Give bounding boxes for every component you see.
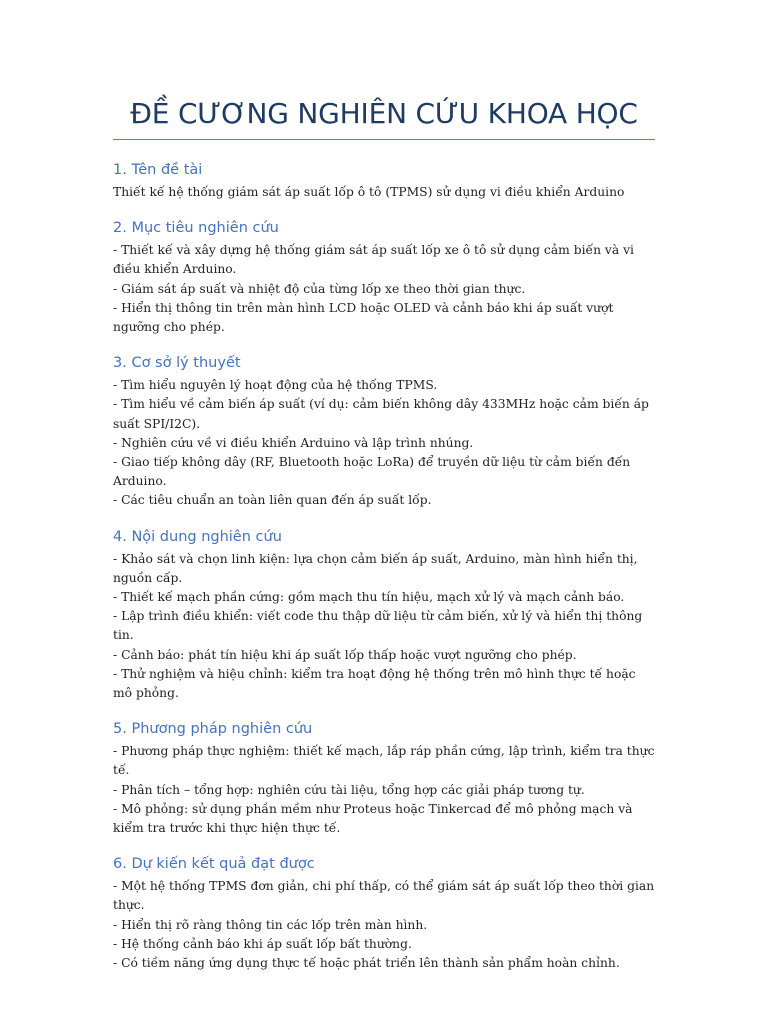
document-title: ĐỀ CƯƠNG NGHIÊN CỨU KHOA HỌC <box>130 97 638 130</box>
list-item: - Nghiên cứu về vi điều khiển Arduino và lập trình nhúng. <box>113 435 474 450</box>
list-item: - Lập trình điều khiển: viết code thu thập dữ liệu từ cảm biến, xử lý và hiển thị thông tin. <box>113 609 647 643</box>
list-item: - Thiết kế và xây dựng hệ thống giám sát áp suất lốp xe ô tô sử dụng cảm biến và vi điều khiển Arduino. <box>113 243 638 277</box>
section-methods <box>113 716 659 838</box>
document-page <box>113 92 659 973</box>
section-heading: 5. Phương pháp nghiên cứu <box>113 721 313 738</box>
list-item: - Hiển thị thông tin trên màn hình LCD hoặc OLED và cảnh báo khi áp suất vượt ngưỡng cho phép. <box>113 300 618 335</box>
section-heading: 4. Nội dung nghiên cứu <box>113 528 282 545</box>
list-item: - Giao tiếp không dây (RF, Bluetooth hoặc LoRa) để truyền dữ liệu từ cảm biến đến Arduino. <box>113 455 635 489</box>
section-heading: 2. Mục tiêu nghiên cứu <box>113 220 279 237</box>
section-theory <box>113 350 655 510</box>
list-item: - Thử nghiệm và hiệu chỉnh: kiểm tra hoạt động hệ thống trên mô hình thực tế hoặc mô phỏng. <box>113 666 640 701</box>
section-heading: 6. Dự kiến kết quả đạt được <box>113 856 315 873</box>
list-item: - Thiết kế mạch phần cứng: gồm mạch thu tín hiệu, mạch xử lý và mạch cảnh báo. <box>113 590 625 605</box>
section-heading: 1. Tên đề tài <box>113 162 203 178</box>
list-item: - Một hệ thống TPMS đơn giản, chi phí thấp, có thể giám sát áp suất lốp theo thời gian thực. <box>113 879 659 913</box>
list-item: - Phân tích – tổng hợp: nghiên cứu tài liệu, tổng hợp các giải pháp tương tự. <box>113 782 585 797</box>
list-item: - Giám sát áp suất và nhiệt độ của từng lốp xe theo thời gian thực. <box>113 281 526 296</box>
list-item: - Khảo sát và chọn linh kiện: lựa chọn cảm biến áp suất, Arduino, màn hình hiển thị, nguồn cấp. <box>113 551 642 585</box>
section-expected-results <box>113 851 659 973</box>
list-item: - Có tiềm năng ứng dụng thực tế hoặc phát triển lên thành sản phẩm hoàn chỉnh. <box>113 956 620 971</box>
list-item: - Tìm hiểu nguyên lý hoạt động của hệ thống TPMS. <box>113 378 438 393</box>
list-item: - Các tiêu chuẩn an toàn liên quan đến áp suất lốp. <box>113 493 432 508</box>
section-heading: 3. Cơ sở lý thuyết <box>113 355 241 372</box>
section-objectives <box>113 215 655 337</box>
title-divider <box>113 139 655 140</box>
section-text: Thiết kế hệ thống giám sát áp suất lốp ô tô (TPMS) sử dụng vi điều khiển Arduino <box>113 185 625 199</box>
section-content <box>113 524 655 704</box>
list-item: - Tìm hiểu về cảm biến áp suất (ví dụ: cảm biến không dây 433MHz hoặc cảm biến áp suất SPI/I2C). <box>113 397 653 431</box>
list-item: - Phương pháp thực nghiệm: thiết kế mạch, lắp ráp phần cứng, lập trình, kiểm tra thực tế. <box>113 744 659 778</box>
list-item: - Hiển thị rõ ràng thông tin các lốp trên màn hình. <box>113 917 428 932</box>
list-item: - Hệ thống cảnh báo khi áp suất lốp bất thường. <box>113 936 412 951</box>
list-item: - Mô phỏng: sử dụng phần mềm như Proteus hoặc Tinkercad để mô phỏng mạch và kiểm tra trước khi thực hiện thực tế. <box>113 801 637 836</box>
section-topic <box>113 157 655 202</box>
list-item: - Cảnh báo: phát tín hiệu khi áp suất lốp thấp hoặc vượt ngưỡng cho phép. <box>113 647 577 662</box>
